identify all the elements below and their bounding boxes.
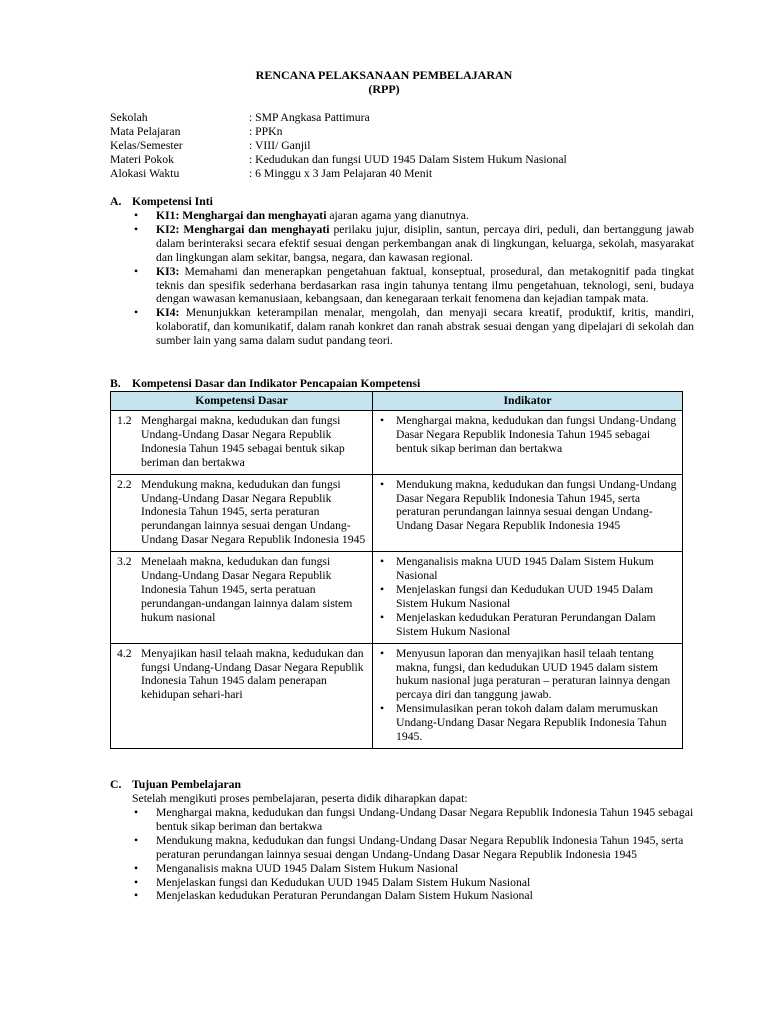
kd-text: Menyajikan hasil telaah makna, kedudukan dan fungsi Undang-Undang Dasar Negara Republik Indonesia Tahun 1945 dalam penerapan kehidupan sehari-hari <box>141 646 364 702</box>
list-item: • Mendukung makna, kedudukan dan fungsi Undang-Undang Dasar Negara Republik Indonesia Tahun 1945, serta peraturan perundangan lainnya sesuai dengan Undang-Undang Dasar Negara Republik Indonesia 1945 <box>132 834 694 862</box>
item-text: Menunjukkan keterampilan menalar, mengolah, dan menyaji secara kreatif, produktif, kritis, mandiri, kolaboratif, dan komunikatif, dalam ranah konkret dan ranah abstrak sesuai dengan yang dipelajari di sekolah dan sumber lain yang sama dalam sudut pandang teori. <box>156 306 694 348</box>
competency-table <box>110 391 683 749</box>
section-c-heading <box>110 778 241 792</box>
kd-text: Mendukung makna, kedudukan dan fungsi Undang-Undang Dasar Negara Republik Indonesia Tahun 1945, serta peraturan perundangan lainnya sesuai dengan Undang-Undang Dasar Negara Republik Indonesia 1945 <box>141 477 366 547</box>
identity-label: Alokasi Waktu <box>110 167 180 180</box>
list-item <box>132 265 694 307</box>
kd-number: 2.2 <box>117 477 132 491</box>
indicator-item: • Menganalisis makna UUD 1945 Dalam Sistem Hukum Nasional <box>377 555 678 583</box>
indicator-cell <box>373 643 683 748</box>
indicator-cell <box>373 474 683 552</box>
list-item: • Menjelaskan kedudukan Peraturan Perundangan Dalam Sistem Hukum Nasional <box>132 889 694 903</box>
table-row <box>111 552 683 643</box>
identity-label: Materi Pokok <box>110 153 174 166</box>
section-letter: C. <box>110 778 122 791</box>
indicator-cell <box>373 552 683 643</box>
item-key: KI1: Menghargai dan menghayati <box>156 209 327 222</box>
indicator-item: • Menyusun laporan dan menyajikan hasil telaah tentang makna, fungsi, dan kedudukan UUD 1945 dalam sistem hukum nasional juga peraturan – peraturan lainnya dengan percaya diri dan tanggung jawab. <box>377 647 678 703</box>
table-row <box>111 474 683 552</box>
section-title: Kompetensi Dasar dan Indikator Pencapaian Kompetensi <box>132 377 421 390</box>
item-key: KI3: <box>156 264 180 278</box>
identity-row-class <box>110 139 567 153</box>
section-a-heading <box>110 195 213 209</box>
identity-value: : PPKn <box>249 125 283 138</box>
list-item <box>132 223 694 265</box>
document-subtitle: (RPP) <box>368 82 400 96</box>
kd-text: Menghargai makna, kedudukan dan fungsi Undang-Undang Dasar Negara Republik Indonesia Tahun 1945 sebagai bentuk sikap beriman dan bertakwa <box>141 414 345 469</box>
identity-label: Mata Pelajaran <box>110 125 181 138</box>
list-item: • Menganalisis makna UUD 1945 Dalam Sistem Hukum Nasional <box>132 862 694 876</box>
identity-label: Sekolah <box>110 111 148 124</box>
table-row <box>111 411 683 475</box>
list-item: • Menjelaskan fungsi dan Kedudukan UUD 1945 Dalam Sistem Hukum Nasional <box>132 876 694 890</box>
indicator-item: • Menjelaskan kedudukan Peraturan Perundangan Dalam Sistem Hukum Nasional <box>377 611 678 639</box>
identity-row-topic <box>110 153 567 167</box>
identity-value: : SMP Angkasa Pattimura <box>249 111 370 124</box>
objectives-list <box>132 806 694 903</box>
identity-row-subject <box>110 125 567 139</box>
item-key: KI4: <box>156 306 180 320</box>
identity-value: : 6 Minggu x 3 Jam Pelajaran 40 Menit <box>249 167 433 180</box>
indicator-item: • Menjelaskan fungsi dan Kedudukan UUD 1945 Dalam Sistem Hukum Nasional <box>377 583 678 611</box>
identity-block <box>110 111 567 181</box>
kd-number: 4.2 <box>117 646 132 660</box>
column-header-indicator: Indikator <box>373 392 683 411</box>
indicator-item: • Mendukung makna, kedudukan dan fungsi Undang-Undang Dasar Negara Republik Indonesia Tahun 1945, serta peraturan perundangan lainnya sesuai dengan Undang-Undang Dasar Negara Republik Indonesia 1945 <box>377 478 678 534</box>
objectives-intro: Setelah mengikuti proses pembelajaran, peserta didik diharapkan dapat: <box>132 792 468 805</box>
document-title: RENCANA PELAKSANAAN PEMBELAJARAN <box>255 68 513 82</box>
identity-row-time <box>110 167 567 181</box>
item-text: perilaku jujur, disiplin, santun, percaya diri, peduli, dan bertanggung jawab dalam berinteraksi secara efektif sesuai dengan perkembangan anak di lingkungan, keluarga, sekolah, masyarakat dan lingkungan alam sekitar, bangsa, negara, dan kawasan regional. <box>156 222 694 264</box>
item-text: Memahami dan menerapkan pengetahuan faktual, konseptual, prosedural, dan metakognitif pada tingkat teknis dan spesifik sederhana berdasarkan rasa ingin tahunya tentang ilmu pengetahuan, teknologi, seni, budaya dengan wawasan kemanusiaan, kebangsaan, dan kenegaraan terkait fenomena dan kejadian tampak mata. <box>156 264 694 306</box>
kd-number: 3.2 <box>117 555 132 569</box>
column-header-kd: Kompetensi Dasar <box>111 392 373 411</box>
section-title: Kompetensi Inti <box>132 195 213 208</box>
list-item <box>132 306 694 348</box>
table-row <box>111 643 683 748</box>
identity-value: : Kedudukan dan fungsi UUD 1945 Dalam Sistem Hukum Nasional <box>249 153 567 166</box>
identity-label: Kelas/Semester <box>110 139 183 152</box>
item-text: ajaran agama yang dianutnya. <box>326 209 469 222</box>
list-item: • Menghargai makna, kedudukan dan fungsi Undang-Undang Dasar Negara Republik Indonesia Tahun 1945 sebagai bentuk sikap beriman dan bertakwa <box>132 806 694 834</box>
kd-cell <box>111 474 373 552</box>
kd-cell <box>111 411 373 475</box>
indicator-item: • Menghargai makna, kedudukan dan fungsi Undang-Undang Dasar Negara Republik Indonesia Tahun 1945 sebagai bentuk sikap beriman dan bertakwa <box>377 414 678 456</box>
section-title: Tujuan Pembelajaran <box>132 778 241 791</box>
kd-number: 1.2 <box>117 414 132 427</box>
section-letter: A. <box>110 195 122 208</box>
kd-cell <box>111 552 373 643</box>
section-b-heading <box>110 377 420 391</box>
kd-cell <box>111 643 373 748</box>
core-competency-list <box>132 209 694 348</box>
identity-value: : VIII/ Ganjil <box>249 139 311 152</box>
indicator-item: • Mensimulasikan peran tokoh dalam dalam merumuskan Undang-Undang Dasar Negara Republik Indonesia Tahun 1945. <box>377 702 678 744</box>
list-item <box>132 209 694 223</box>
indicator-cell <box>373 411 683 475</box>
item-key: KI2: Menghargai dan menghayati <box>156 222 330 236</box>
section-letter: B. <box>110 377 121 390</box>
table-header-row <box>111 392 683 411</box>
identity-row-school <box>110 111 567 125</box>
kd-text: Menelaah makna, kedudukan dan fungsi Undang-Undang Dasar Negara Republik Indonesia Tahun 1945, serta peratuan perundangan-undangan lainnya dalam sistem hukum nasional <box>141 555 353 624</box>
